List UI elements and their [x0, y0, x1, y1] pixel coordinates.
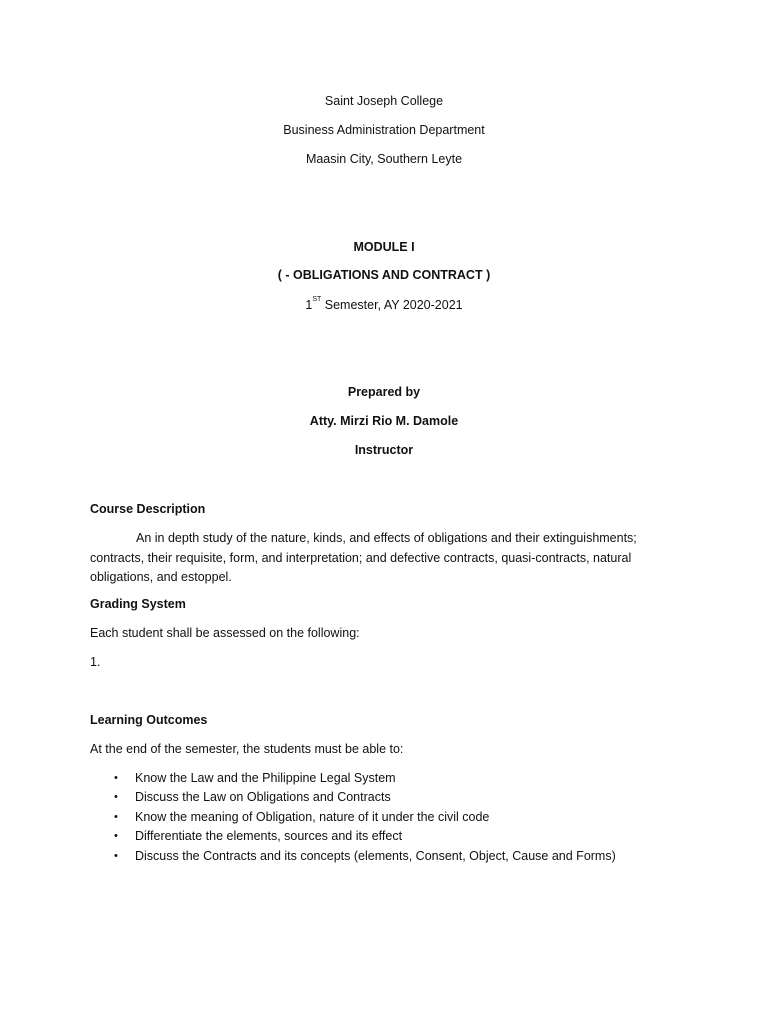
list-item — [90, 827, 616, 846]
grading-intro: Each student shall be assessed on the following: — [90, 626, 360, 640]
outcome-text: Know the meaning of Obligation, nature of it under the civil code — [135, 809, 490, 824]
list-item — [90, 847, 616, 866]
list-item — [90, 808, 616, 827]
semester-ordinal: ST — [312, 296, 322, 303]
learning-outcomes-intro: At the end of the semester, the students must be able to: — [90, 742, 404, 756]
module-title: MODULE I — [353, 240, 415, 254]
list-item — [90, 769, 616, 788]
semester-line — [0, 298, 768, 312]
grading-item-number: 1. — [90, 655, 101, 669]
school-name: Saint Joseph College — [324, 94, 444, 108]
outcome-text: Differentiate the elements, sources and its effect — [135, 829, 403, 844]
department-name: Business Administration Department — [283, 123, 485, 137]
prepared-by-label: Prepared by — [347, 385, 421, 399]
outcome-text: Discuss the Contracts and its concepts (elements, Consent, Object, Cause and Forms) — [135, 848, 616, 863]
bullet-icon: • — [114, 791, 118, 804]
outcome-text: Know the Law and the Philippine Legal System — [135, 771, 396, 785]
bullet-icon: • — [114, 810, 118, 823]
outcome-text: Discuss the Law on Obligations and Contracts — [135, 790, 391, 805]
preparer-name: Atty. Mirzi Rio M. Damole — [309, 414, 459, 428]
module-subject: ( - OBLIGATIONS AND CONTRACT ) — [277, 268, 491, 282]
semester-number: 1 — [305, 298, 313, 312]
learning-outcomes-list — [90, 769, 616, 866]
bullet-icon: • — [114, 849, 118, 862]
course-description-text: An in depth study of the nature, kinds, and effects of obligations and their extinguishments; contracts, their requisite, form, and interpretation; and defective contracts, quasi-contracts, natural obligations, and estoppel. — [90, 531, 637, 584]
grading-system-heading: Grading System — [90, 597, 186, 611]
list-item — [90, 788, 616, 807]
learning-outcomes-heading: Learning Outcomes — [90, 713, 208, 727]
school-location: Maasin City, Southern Leyte — [305, 152, 463, 166]
course-description-heading: Course Description — [90, 502, 206, 516]
semester-text: Semester, AY 2020-2021 — [321, 298, 463, 312]
preparer-role: Instructor — [354, 443, 414, 457]
bullet-icon: • — [114, 772, 118, 784]
bullet-icon: • — [114, 830, 118, 843]
